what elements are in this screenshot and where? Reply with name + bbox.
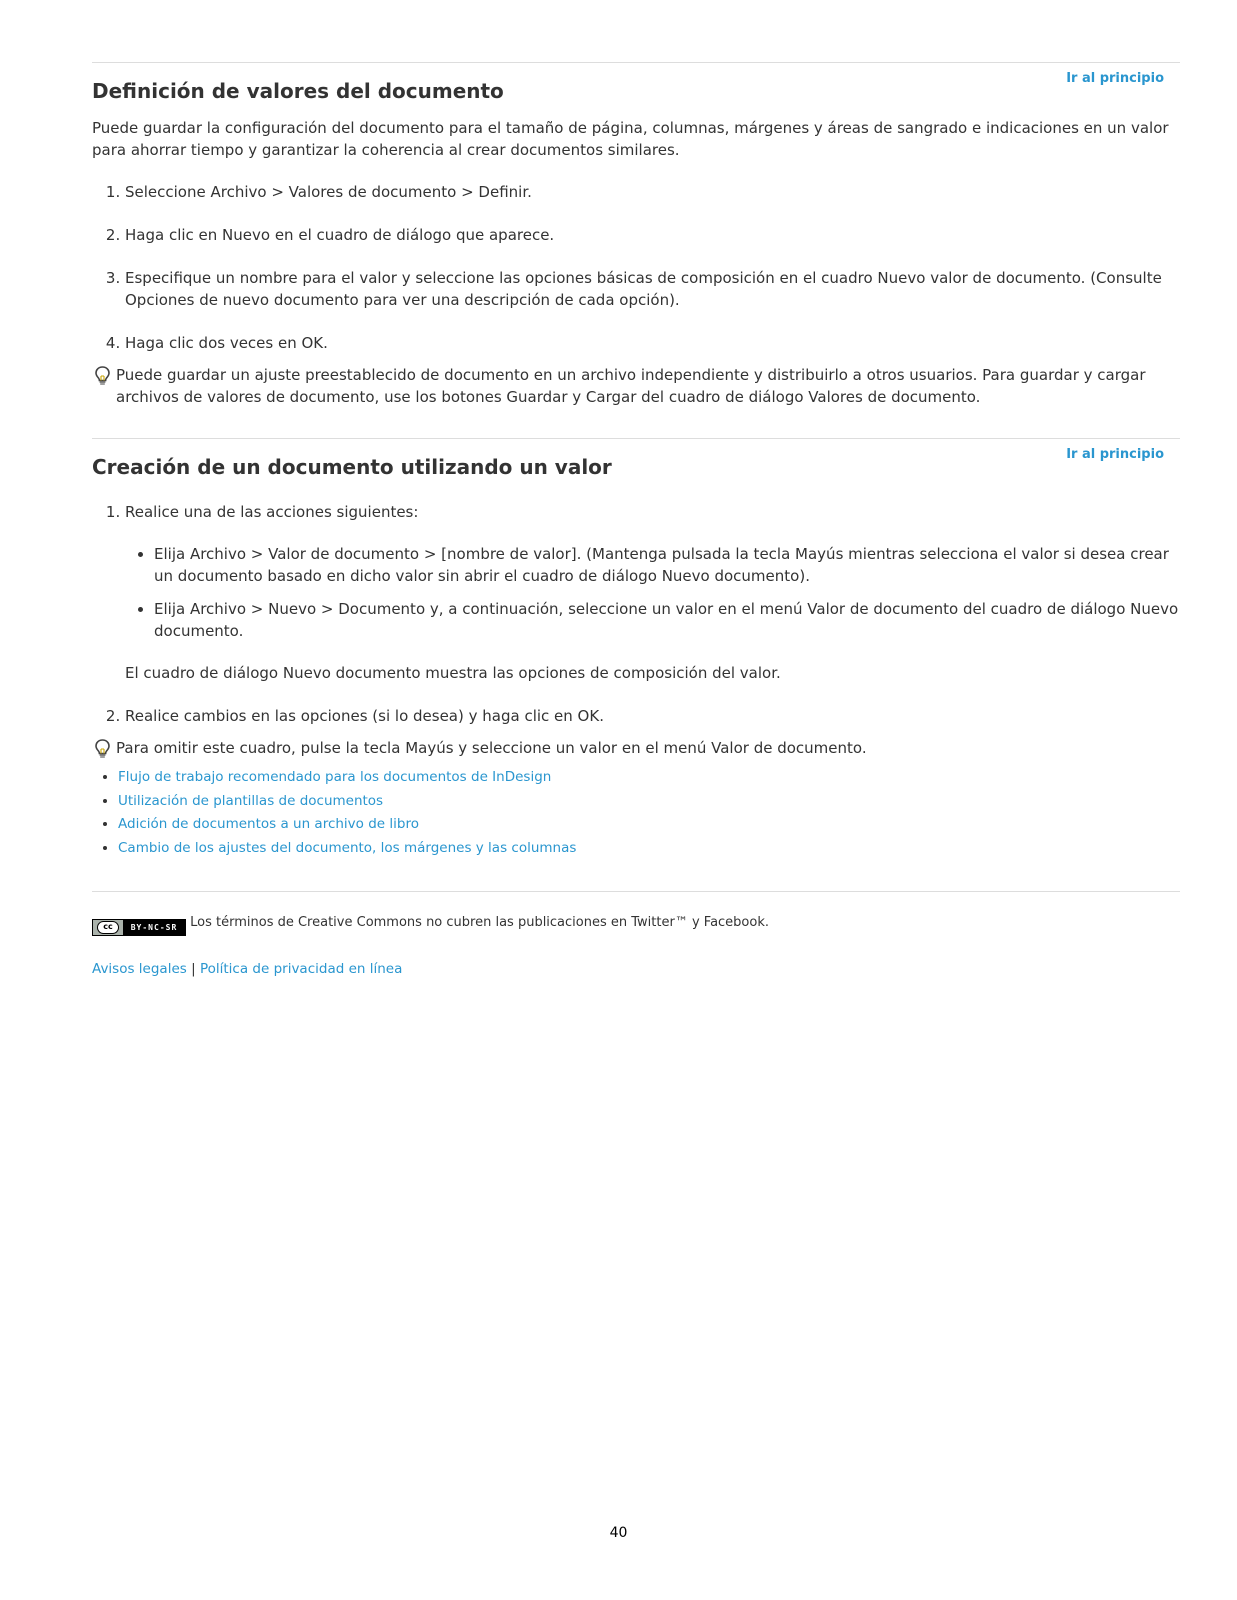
section-create-from-preset [92,438,1180,860]
privacy-policy-link[interactable]: Política de privacidad en línea [199,961,403,977]
bullet-item: • Elija Archivo > Nuevo > Documento y, a continuación, seleccione un valor en el menú Valor de documento del cuadro de diálogo Nuevo documento. [154,598,1180,642]
section-title: Creación de un documento utilizando un valor [92,455,612,479]
step-item: 2. Haga clic en Nuevo en el cuadro de diálogo que aparece. [125,224,1180,246]
legal-links [92,960,1180,978]
back-to-top-link[interactable]: Ir al principio [1066,447,1164,462]
section-intro: Puede guardar la configuración del documento para el tamaño de página, columnas, márgenes y áreas de sangrado e indicaciones en un valor para ahorrar tiempo y garantizar la coherencia al crear documentos similares. [92,119,1169,159]
page-number: 40 [609,1525,628,1541]
related-link-item [118,837,1180,861]
link-separator: | [191,961,196,977]
bullet-item: • Elija Archivo > Valor de documento > [nombre de valor]. (Mantenga pulsada la tecla Mayús mientras selecciona el valor si desea crear un documento basado en dicho valor sin abrir el cuadro de diálogo Nuevo documento). [154,543,1180,587]
option-bullets [125,543,1180,642]
cc-license-badge[interactable] [92,919,186,936]
related-link[interactable]: Utilización de plantillas de documentos [118,792,384,809]
lightbulb-icon [94,366,111,386]
lightbulb-icon [94,739,111,759]
tip-note [92,737,1180,759]
cc-circle: cc [97,921,119,934]
related-link[interactable]: Adición de documentos a un archivo de libro [118,816,419,832]
legal-notices-link[interactable]: Avisos legales [92,961,187,977]
related-link-item [118,766,1180,790]
page-footer [92,891,1180,978]
step-item: 4. Haga clic dos veces en OK. [125,332,1180,354]
tip-text: Puede guardar un ajuste preestablecido de documento en un archivo independiente y distribuirlo a otros usuarios. Para guardar y cargar archivos de valores de documento, use los botones Guardar y Cargar del cuadro de diálogo Valores de documento. [116,366,1146,406]
cc-badge-label: BY-NC-SR [123,920,185,935]
tip-text: Para omitir este cuadro, pulse la tecla Mayús y seleccione un valor en el menú Valor de documento. [116,739,867,757]
step-item: 2. Realice cambios en las opciones (si lo desea) y haga clic en OK. [125,705,1180,727]
step-item [125,501,1180,684]
step-text: Realice una de las acciones siguientes: [125,503,419,521]
cc-logo-icon [93,920,123,935]
related-link-item [118,813,1180,837]
section-title: Definición de valores del documento [92,79,504,103]
back-to-top-link[interactable]: Ir al principio [1066,71,1164,86]
related-link[interactable]: Cambio de los ajustes del documento, los márgenes y las columnas [118,839,577,856]
related-link-item [118,790,1180,814]
step-item: 1. Seleccione Archivo > Valores de documento > Definir. [125,181,1180,203]
related-links-list [92,766,1180,860]
steps-list [92,501,1180,727]
steps-list [92,181,1180,354]
tip-note [92,364,1180,408]
related-link[interactable]: Flujo de trabajo recomendado para los documentos de InDesign [118,769,552,785]
section-define-presets [92,62,1180,408]
step-item: 3. Especifique un nombre para el valor y seleccione las opciones básicas de composición en el cuadro Nuevo valor de documento. (Consulte Opciones de nuevo documento para ver una descripción de cada opción). [125,267,1180,311]
step-note: El cuadro de diálogo Nuevo documento muestra las opciones de composición del valor. [125,664,781,682]
document-content [92,62,1180,978]
cc-terms-text: Los términos de Creative Commons no cubren las publicaciones en Twitter™ y Facebook. [190,915,769,930]
cc-license-line [92,914,1180,936]
